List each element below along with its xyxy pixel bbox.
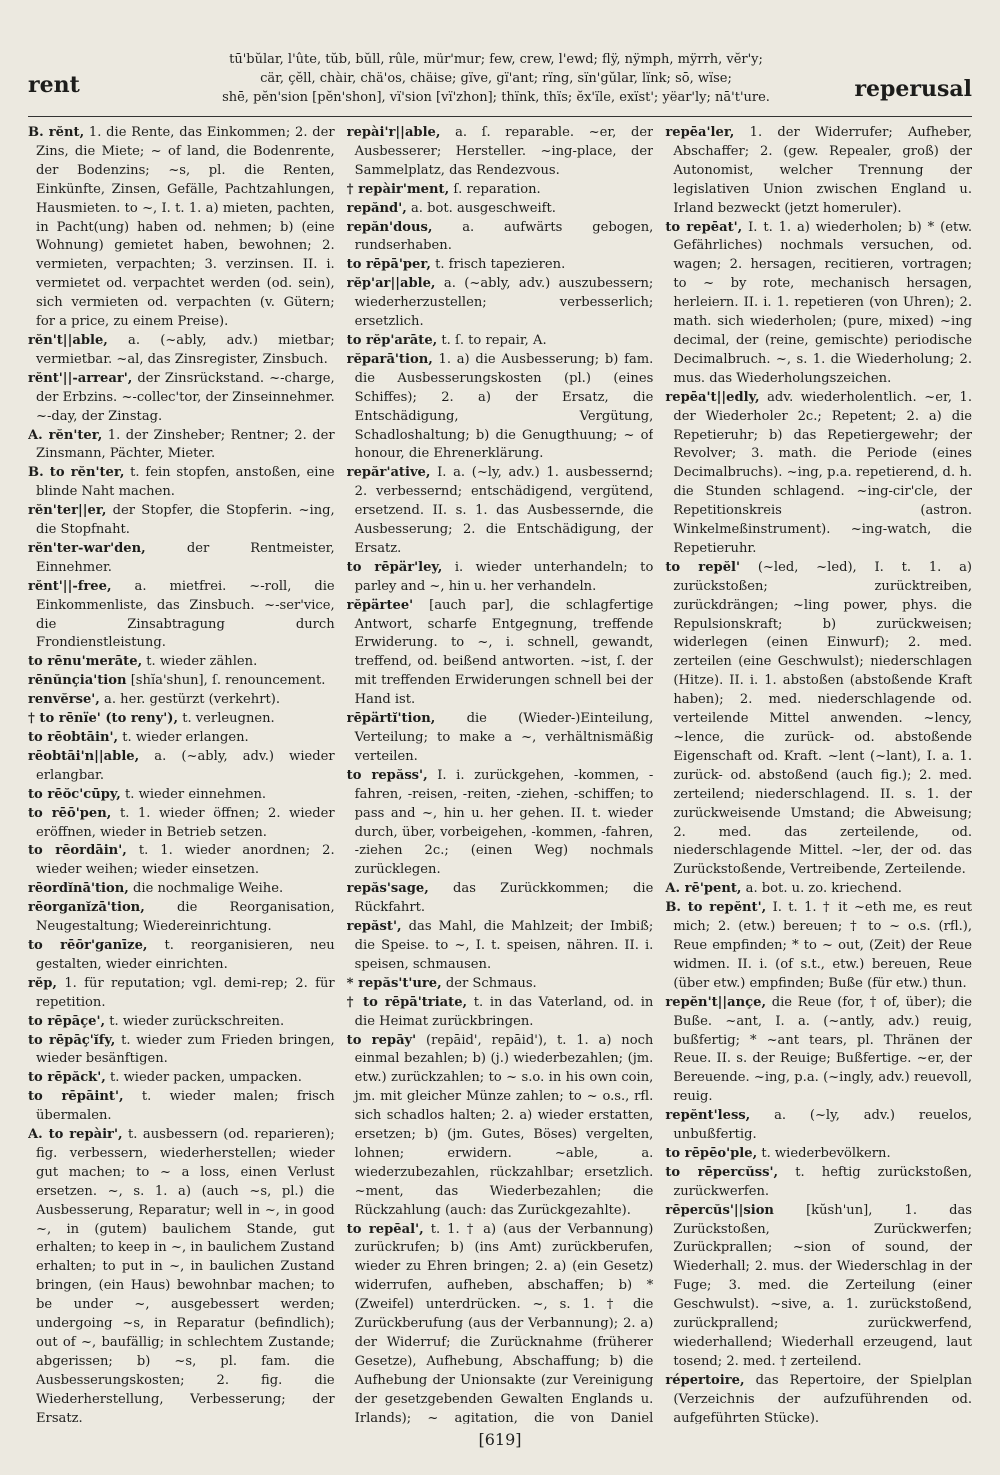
dictionary-entry bbox=[28, 1069, 335, 1088]
headword: to rĕp'arāte, bbox=[346, 332, 438, 348]
pronunciation-key bbox=[196, 50, 796, 107]
dictionary-entry bbox=[665, 1202, 972, 1372]
definition: (repāid', repāid'), t. 1. a) noch einmal bezahlen; b) (j.) wiederbezahlen; (jm. etw.) zurückzahlen; to ~ s.o. in his own coin, jm. mit gleicher Münze zahlen; to ~ o.s., rfl. sich schadlos halten; 2. a) wieder erstatten, ersetzen; b) (jm. Gutes, Böses) vergelten, lohnen; erwidern. ~able, a. wiederzubezahlen, rückzahlbar; ersetzlich. ~ment, das Wiederbezahlen; die Rückzahlung (auch: das Zurückgezahlte). bbox=[354, 1032, 654, 1218]
headword: repài'r||able, bbox=[346, 125, 441, 140]
definition: [auch par], die schlagfertige Antwort, scharfe Entgegnung, treffende Erwiderung. to ~, i. schnell, gewandt, treffend, od. beißend antworten. ~ist, ſ. der mit treffenden Erwiderungen schnell bei der Hand ist. bbox=[354, 597, 654, 708]
headword: rĕp'ar||able, bbox=[346, 276, 436, 292]
headword: repăr'ative, bbox=[346, 465, 431, 481]
guide-word-right: reperusal bbox=[854, 76, 972, 102]
definition: t. wieder zählen. bbox=[146, 654, 258, 670]
definition: t. 1. wieder öffnen; 2. wieder eröffnen, wieder in Betrieb setzen. bbox=[36, 805, 335, 840]
headword: rēordĭnā'tion, bbox=[28, 881, 129, 897]
definition: die nochmalige Weihe. bbox=[133, 881, 284, 897]
dictionary-entry bbox=[665, 880, 972, 899]
definition: a. (~ably, adv.) auszubessern; wiederherzustellen; verbesserlich; ersetzlich. bbox=[354, 276, 654, 330]
definition: t. wieder erlangen. bbox=[122, 730, 249, 745]
dictionary-entry bbox=[347, 351, 654, 464]
headword: rēnŭnçia'tion bbox=[28, 673, 127, 689]
pronunciation-line: tū'bŭlar, l'ûte, tŭb, bŭll, rûle, mür'mur; few, crew, l'ewd; flÿ, nÿmph, mÿrrh, vĕr'y; bbox=[229, 52, 763, 67]
definition: die Reue (for, † of, über); die Buße. ~ant, I. a. (~antly, adv.) reuig, bußfertig; * ~ant tears, pl. Thränen der Reue. II. s. der Reuige; Bußfertige. ~er, der Bereuende. ~ing, p.a. (~ingly, adv.) reuevoll, reuig. bbox=[673, 994, 973, 1105]
headword: rĕpärtee' bbox=[346, 597, 414, 613]
definition: 1. die Rente, das Einkommen; 2. der Zins, die Miete; ~ of land, die Bodenrente, der Bodenzins; ~s, pl. die Renten, Einkünfte, Zinsen, Gefälle, Pachtzahlungen, Hausmieten. to ~, I. t. 1. a) mieten, pachten, in Pacht(ung) haben od. nehmen; b) (eine Wohnung) gemietet haben, bewohnen; 2. vermieten, verpachten; 3. verzinsen. II. i. vermietet od. verpachtet werden (od. sein), sich vermieten od. verpachten (v. Gütern; for a price, zu einem Preise). bbox=[36, 125, 335, 330]
definition: t. 1. † a) (aus der Verbannung) zurückrufen; b) (ins Amt) zurückberufen, wieder zu Ehren bringen; 2. a) (ein Gesetz) widerrufen, aufheben, abschaffen; b) * (Zweifel) unterdrücken. ~, s. 1. † die Zurückberufung (aus der Verbannung); 2. a) der Widerruf; die Zurücknahme (früherer Gesetze), Aufhebung, Abschaffung; b) die Aufhebung der Unionsakte (zur Vereinigung der gesetzgebenden Gewalten Englands u. Irlands); ~ agitation, die von Daniel bbox=[354, 1221, 654, 1424]
dictionary-entry bbox=[28, 1088, 335, 1126]
headword: A. to repàir', bbox=[28, 1127, 123, 1143]
definition: a. (~ably, adv.) wieder erlangbar. bbox=[36, 748, 335, 783]
definition: 1. a) die Ausbesserung; b) fam. die Ausbesserungskosten (pl.) (eines Schiffes); 2. a) der Ersatz, die Entschädigung, Vergütung, Schadloshaltung; b) die Genugthuung; ~ of honour, die Ehrenerklärung. bbox=[354, 351, 654, 462]
dictionary-entry bbox=[347, 559, 654, 597]
dictionary-entry bbox=[347, 256, 654, 275]
dictionary-entry bbox=[665, 389, 972, 559]
headword: to repāy' bbox=[346, 1032, 417, 1048]
definition: 1. für reputation; vgl. demi-rep; 2. für repetition. bbox=[36, 975, 335, 1010]
headword: to rēōr'ganīze, bbox=[28, 937, 148, 953]
definition: (~led, ~led), I. t. 1. a) zurückstoßen; zurücktreiben, zurückdrängen; ~ling power, phys. die Repulsionskraft; b) zurückweisen; widerlegen (einen Einwurf); 2. med. zerteilen (eine Geschwulst); niederschlagen (Hitze). II. i. 1. abstoßen (abstoßende Kraft haben); 2. med. niederschlagende od. verteilende Mittel anwenden. ~lency, ~lence, die zurück- od. abstoßende Eigenschaft od. Kraft. ~lent (~lant), I. a. 1. zurück- od. abstoßend (auch fig.); 2. med. zerteilend; niederschlagend. II. s. 1. der zurückweisende Umstand; die Abweisung; 2. med. das zerteilende, od. niederschlagende Mittel. ~ler, der od. das Zurückstoßende, Vertreibende, Zerteilende. bbox=[673, 559, 973, 878]
definition: der Zinsrückstand. ~-charge, der Erbzins. ~-collec'tor, der Zinseinnehmer. ~-day, der Zinstag. bbox=[36, 370, 335, 424]
dictionary-entry bbox=[28, 427, 335, 465]
dictionary-entry bbox=[28, 672, 335, 691]
definition: t. wieder zurückschreiten. bbox=[109, 1013, 285, 1029]
definition: adv. wiederholentlich. ~er, 1. der Wiederholer 2c.; Repetent; 2. a) die Repetieruhr; b) das Repetiergewehr; der Revolver; 3. math. die Periode (eines Decimalbruchs). ~ing, p.a. repetierend, d. h. die Stunden schlagend. ~ing-cir'cle, der Repetitionskreis (astron. Winkelmeßinstrument). ~ing-watch, die Repetieruhr. bbox=[673, 389, 973, 556]
guide-word-left: rent bbox=[28, 72, 80, 98]
headword: † repàir'ment, bbox=[346, 181, 450, 197]
headword: * repăs't'ure, bbox=[346, 975, 442, 991]
dictionary-entry bbox=[28, 710, 335, 729]
headword: B. to rĕn'ter, bbox=[28, 465, 125, 481]
headword: rĕnt'||-free, bbox=[28, 578, 112, 594]
headword: † to rēnïe' (to reny'), bbox=[28, 711, 179, 727]
dictionary-entry bbox=[28, 842, 335, 880]
dictionary-entry bbox=[28, 748, 335, 786]
definition: a. aufwärts gebogen, rundserhaben. bbox=[354, 219, 654, 254]
definition: t. heftig zurückstoßen, zurückwerfen. bbox=[673, 1164, 973, 1199]
definition: t. wieder malen; frisch übermalen. bbox=[36, 1089, 335, 1124]
dictionary-entry bbox=[665, 124, 972, 219]
dictionary-entry bbox=[28, 691, 335, 710]
definition: t. ſ. to repair, A. bbox=[441, 332, 547, 348]
headword: to rēpāint', bbox=[28, 1089, 124, 1105]
definition: t. frisch tapezieren. bbox=[435, 257, 566, 273]
definition: t. wieder zum Frieden bringen, wieder besänftigen. bbox=[36, 1032, 335, 1067]
column-3 bbox=[665, 124, 972, 1424]
headword: to rēordāin', bbox=[28, 843, 127, 859]
headword: repăs'sage, bbox=[346, 881, 429, 897]
column-1 bbox=[28, 124, 335, 1424]
dictionary-entry bbox=[347, 219, 654, 257]
dictionary-entry bbox=[28, 880, 335, 899]
dictionary-entry bbox=[28, 1126, 335, 1424]
column-2 bbox=[347, 124, 654, 1424]
dictionary-entry bbox=[28, 975, 335, 1013]
definition: I. i. zurückgehen, -kommen, -fahren, -reisen, -reiten, -ziehen, -schiffen; to pass and ~, hin u. her gehen. II. t. wieder durch, über, vorbeigehen, -kommen, -fahren, -ziehen 2c.; (einen Weg) nochmals zurücklegen. bbox=[354, 767, 654, 878]
dictionary-entry bbox=[28, 729, 335, 748]
header-rule bbox=[28, 116, 972, 117]
dictionary-entry bbox=[28, 937, 335, 975]
headword: A. rē'pent, bbox=[665, 881, 742, 897]
definition: der Stopfer, die Stopferin. ~ing, die Stopfnaht. bbox=[36, 503, 335, 538]
definition: das Repertoire, der Spielplan (Verzeichnis der aufzuführenden od. aufgeführten Stücke). bbox=[673, 1372, 973, 1424]
definition: a. (~ably, adv.) mietbar; vermietbar. ~al, das Zinsregister, Zinsbuch. bbox=[36, 332, 335, 367]
definition: 1. der Zinsheber; Rentner; 2. der Zinsmann, Pächter, Mieter. bbox=[36, 427, 335, 462]
definition: t. wiederbevölkern. bbox=[761, 1145, 891, 1161]
definition: a. (~ly, adv.) reuelos, unbußfertig. bbox=[673, 1108, 972, 1143]
definition: t. wieder packen, umpacken. bbox=[110, 1070, 302, 1086]
dictionary-entry bbox=[347, 332, 654, 351]
headword: to rēpăck', bbox=[28, 1070, 106, 1086]
dictionary-entry bbox=[28, 653, 335, 672]
dictionary-entry bbox=[665, 1372, 972, 1424]
dictionary-entry bbox=[347, 124, 654, 181]
headword: to rēpär'ley, bbox=[346, 559, 443, 575]
definition: t. 1. wieder anordnen; 2. wieder weihen; wieder einsetzen. bbox=[36, 843, 335, 878]
dictionary-entry bbox=[28, 332, 335, 370]
definition: a. bot. u. zo. kriechend. bbox=[745, 881, 902, 897]
definition: i. wieder unterhandeln; to parley and ~, hin u. her verhandeln. bbox=[354, 559, 654, 594]
dictionary-entry bbox=[28, 899, 335, 937]
headword: repĕnt'less, bbox=[665, 1108, 751, 1124]
definition: das Zurückkommen; die Rückfahrt. bbox=[354, 881, 654, 916]
dictionary-entry bbox=[347, 767, 654, 880]
headword: to rēō'pen, bbox=[28, 805, 112, 821]
dictionary-entry bbox=[347, 1032, 654, 1221]
headword: to repēal', bbox=[346, 1221, 424, 1237]
dictionary-entry bbox=[665, 1145, 972, 1164]
headword: rĕn't||able, bbox=[28, 332, 108, 348]
headword: repăn'dous, bbox=[346, 219, 433, 235]
definition: t. fein stopfen, anstoßen, eine blinde Naht machen. bbox=[36, 465, 335, 500]
definition: a. her. gestürzt (verkehrt). bbox=[104, 692, 281, 708]
headword: repăst', bbox=[346, 919, 402, 935]
dictionary-entry bbox=[28, 786, 335, 805]
headword: to rēŏc'cūpy, bbox=[28, 786, 121, 802]
definition: t. in das Vaterland, od. in die Heimat zurückbringen. bbox=[354, 994, 654, 1029]
definition: ſ. reparation. bbox=[453, 181, 541, 197]
headword: to repăss', bbox=[346, 767, 428, 783]
definition: der Schmaus. bbox=[445, 975, 537, 991]
definition: t. reorganisieren, neu gestalten, wieder einrichten. bbox=[36, 937, 335, 972]
definition: I. a. (~ly, adv.) 1. ausbessernd; 2. verbessernd; entschädigend, vergütend, ersetzend. II. s. 1. das Ausbessernde, die Ausbesserung; 2. die Entschädigung, der Ersatz. bbox=[354, 465, 654, 556]
definition: t. verleugnen. bbox=[182, 711, 275, 727]
dictionary-entry bbox=[28, 805, 335, 843]
headword: to repēat', bbox=[665, 219, 743, 235]
definition: a. bot. ausgeschweift. bbox=[410, 200, 556, 216]
dictionary-entry bbox=[347, 918, 654, 975]
headword: to rēpā'per, bbox=[346, 257, 431, 273]
definition: [shĭa'shun], ſ. renouncement. bbox=[130, 673, 326, 689]
dictionary-entry bbox=[347, 275, 654, 332]
dictionary-entry bbox=[347, 880, 654, 918]
headword: to rēpāç'ĭfy, bbox=[28, 1032, 116, 1048]
headword: to rēpercŭss', bbox=[665, 1164, 779, 1180]
dictionary-entry bbox=[28, 464, 335, 502]
page-number: [619] bbox=[478, 1430, 522, 1449]
headword: rĕn'ter-war'den, bbox=[28, 540, 146, 556]
headword: to rēpāçe', bbox=[28, 1013, 106, 1029]
headword: repēa't||edly, bbox=[665, 389, 760, 405]
dictionary-entry bbox=[347, 181, 654, 200]
page-header bbox=[28, 50, 972, 112]
headword: rēorganĭzā'tion, bbox=[28, 900, 145, 916]
definition: I. t. 1. a) wiederholen; b) * (etw. Gefährliches) nochmals versuchen, od. wagen; 2. hersagen, recitieren, vortragen; to ~ by rote, mechanisch hersagen, herleiern. II. i. 1. repetieren (von Uhren); 2. math. sich wiederholen; (pure, mixed) ~ing decimal, der (reine, gemischte) periodische Decimalbruch. ~, s. 1. die Wiederholung; 2. mus. das Wiederholungszeichen. bbox=[673, 219, 973, 386]
headword: répertoire, bbox=[665, 1372, 745, 1388]
definition: a. mietfrei. ~-roll, die Einkommenliste, das Zinsbuch. ~-ser'vice, die Zinsabtragung durch Frondienstleistung. bbox=[36, 578, 335, 651]
headword: rĕn'ter||er, bbox=[28, 503, 107, 519]
headword: renvĕrse', bbox=[28, 692, 100, 708]
definition: der Rentmeister, Einnehmer. bbox=[36, 540, 335, 575]
dictionary-entry bbox=[347, 464, 654, 559]
dictionary-entry bbox=[28, 1013, 335, 1032]
dictionary-entry bbox=[665, 1107, 972, 1145]
headword: repĕn't||ançe, bbox=[665, 994, 767, 1010]
definition: t. ausbessern (od. reparieren); fig. verbessern, wiederherstellen; wieder gut machen; to ~ a loss, einen Verlust ersetzen. ~, s. 1. a) (auch ~s, pl.) die Ausbesserung, Reparatur; well in ~, in good ~, in (gutem) baulichem Stande, gut erhalten; to keep in ~, in baulichem Zustand erhalten; to put in ~, in baulichen Zustand bringen, (ein Haus) bewohnbar machen; to be under ~, ausgebessert werden; undergoing ~s, in Reparatur (befindlich); out of ~, baufällig; in schlechtem Zustande; abgerissen; b) ~s, pl. fam. die Ausbesserungskosten; 2. fig. die Wiederherstellung, Verbesserung; der Ersatz. bbox=[36, 1127, 335, 1424]
definition: die Reorganisation, Neugestaltung; Wiedereinrichtung. bbox=[36, 900, 335, 935]
dictionary-entry bbox=[28, 370, 335, 427]
headword: to rēpēo'ple, bbox=[665, 1145, 758, 1161]
dictionary-entry bbox=[28, 578, 335, 654]
headword: † to rēpā'triate, bbox=[346, 994, 468, 1010]
headword: to rēnu'merāte, bbox=[28, 654, 143, 670]
definition: 1. der Widerrufer; Aufheber, Abschaffer; 2. (gew. Repealer, groß) der Autonomist, welcher Trennung der legislativen Union zwischen England u. Irland bezweckt (jetzt homeruler). bbox=[673, 125, 973, 216]
headword: B. rĕnt, bbox=[28, 125, 85, 140]
definition: t. wieder einnehmen. bbox=[125, 786, 267, 802]
headword: A. rĕn'ter, bbox=[28, 427, 103, 443]
dictionary-entry bbox=[347, 597, 654, 710]
dictionary-entry bbox=[28, 124, 335, 332]
pronunciation-line: cär, çĕll, chàir, chä'os, chäise; gïve, gï'ant; rïng, sïn'gŭlar, lïnk; sō, wïse; bbox=[260, 71, 732, 86]
headword: to rēobtāin', bbox=[28, 730, 119, 745]
headword: repănd', bbox=[346, 200, 407, 216]
dictionary-entry bbox=[28, 502, 335, 540]
headword: rēpärtĭ'tion, bbox=[346, 711, 436, 727]
headword: repēa'ler, bbox=[665, 125, 735, 140]
dictionary-entry bbox=[347, 994, 654, 1032]
dictionary-entry bbox=[665, 219, 972, 389]
columns bbox=[28, 124, 972, 1424]
definition: das Mahl, die Mahlzeit; der Imbiß; die Speise. to ~, I. t. speisen, nähren. II. i. speisen, schmausen. bbox=[354, 919, 654, 972]
definition: [kŭsh'un], 1. das Zurückstoßen, Zurückwerfen; Zurückprallen; ~sion of sound, der Wiederhall; 2. mus. der Wiederschlag in der Fuge; 3. med. die Zerteilung (einer Geschwulst). ~sive, a. 1. zurückstoßend, zurückprallend; zurückwerfend, wiederhallend; Wiederhall erzeugend, laut tosend; 2. med. † zerteilend. bbox=[673, 1202, 973, 1369]
definition: a. ſ. reparable. ~er, der Ausbesserer; Hersteller. ~ing-place, der Sammelplatz, das Rendezvous. bbox=[354, 125, 654, 178]
headword: rĕp, bbox=[28, 975, 57, 991]
headword: B. to repĕnt', bbox=[665, 900, 767, 916]
dictionary-entry bbox=[347, 1221, 654, 1424]
dictionary-entry bbox=[665, 899, 972, 994]
definition: I. t. 1. † it ~eth me, es reut mich; 2. (etw.) bereuen; † to ~ o.s. (rfl.), Reue empfinden; * to ~ out, (Zeit) der Reue widmen. II. i. (of s.t., etw.) bereuen, Reue (über etw.) empfinden; Buße (für etw.) thun. bbox=[673, 900, 973, 991]
dictionary-entry bbox=[28, 540, 335, 578]
pronunciation-line: shē, pĕn'sion [pĕn'shon], vï'sion [vï'zhon]; thïnk, thïs; ĕx'ïle, exïst'; yëar'ly; nā't'ure. bbox=[222, 90, 770, 105]
headword: rēobtāi'n||able, bbox=[28, 748, 140, 764]
dictionary-entry bbox=[347, 975, 654, 994]
headword: rĕparā'tion, bbox=[346, 351, 433, 367]
dictionary-entry bbox=[665, 1164, 972, 1202]
dictionary-entry bbox=[347, 200, 654, 219]
headword: rĕnt'||-arrear', bbox=[28, 370, 133, 386]
definition: die (Wieder-)Einteilung, Verteilung; to make a ~, verhältnismäßig verteilen. bbox=[354, 711, 654, 764]
dictionary-entry bbox=[665, 559, 972, 880]
dictionary-entry bbox=[28, 1032, 335, 1070]
headword: to repĕl' bbox=[665, 559, 741, 575]
headword: rēpercŭs'||sion bbox=[665, 1202, 774, 1218]
dictionary-entry bbox=[665, 994, 972, 1107]
dictionary-entry bbox=[347, 710, 654, 767]
